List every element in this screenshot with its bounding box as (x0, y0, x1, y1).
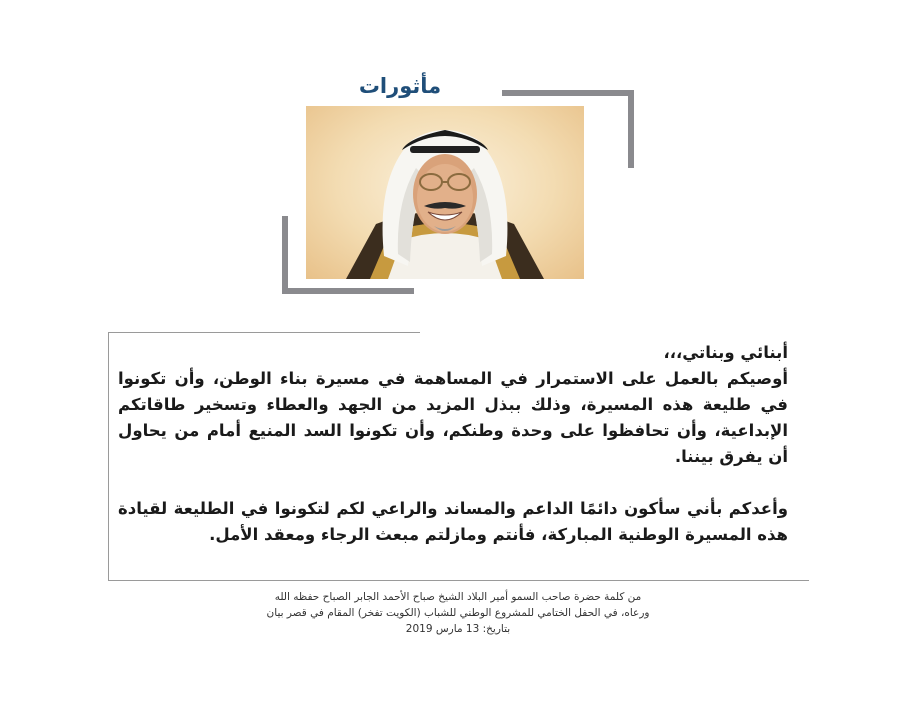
paragraph-gap (118, 470, 788, 496)
portrait-image (306, 106, 584, 279)
page-title: مأثورات (358, 74, 442, 98)
frame-bottom-left (282, 288, 414, 294)
frame-top-right (502, 90, 634, 96)
caption-line-1: من كلمة حضرة صاحب السمو أمير البلاد الشيخ صباح الأحمد الجابر الصباح حفظه الله (274, 591, 642, 603)
quote-text (118, 340, 788, 548)
frame-right (628, 90, 634, 168)
frame-left (282, 216, 288, 294)
quote-salutation: أبنائي وبناتي،،، (663, 343, 788, 362)
caption-date: بتاريخ: 13 مارس 2019 (405, 623, 511, 635)
quote-paragraph-1: أوصيكم بالعمل على الاستمرار في المساهمة في مسيرة بناء الوطن، وأن تكونوا في طليعة هذه المسيرة، وذلك ببذل المزيد من الجهد والعطاء وتسخير طاقاتكم الإبداعية، وأن تحافظوا على وحدة وطنكم، وأن تكونوا السد المنيع أمام من يحاول أن يفرق بيننا. (118, 369, 788, 466)
quote-paragraph-2: وأعدكم بأني سأكون دائمًا الداعم والمساند والراعي لكم لتكونوا في الطليعة لقيادة هذه المسيرة الوطنية المباركة، فأنتم ومازلتم مبعث الرجاء ومعقد الأمل. (118, 499, 788, 544)
caption-line-2: ورعاه، في الحفل الختامي للمشروع الوطني للشباب (الكويت تفخر) المقام في قصر بيان (266, 607, 650, 619)
source-caption (108, 589, 808, 637)
